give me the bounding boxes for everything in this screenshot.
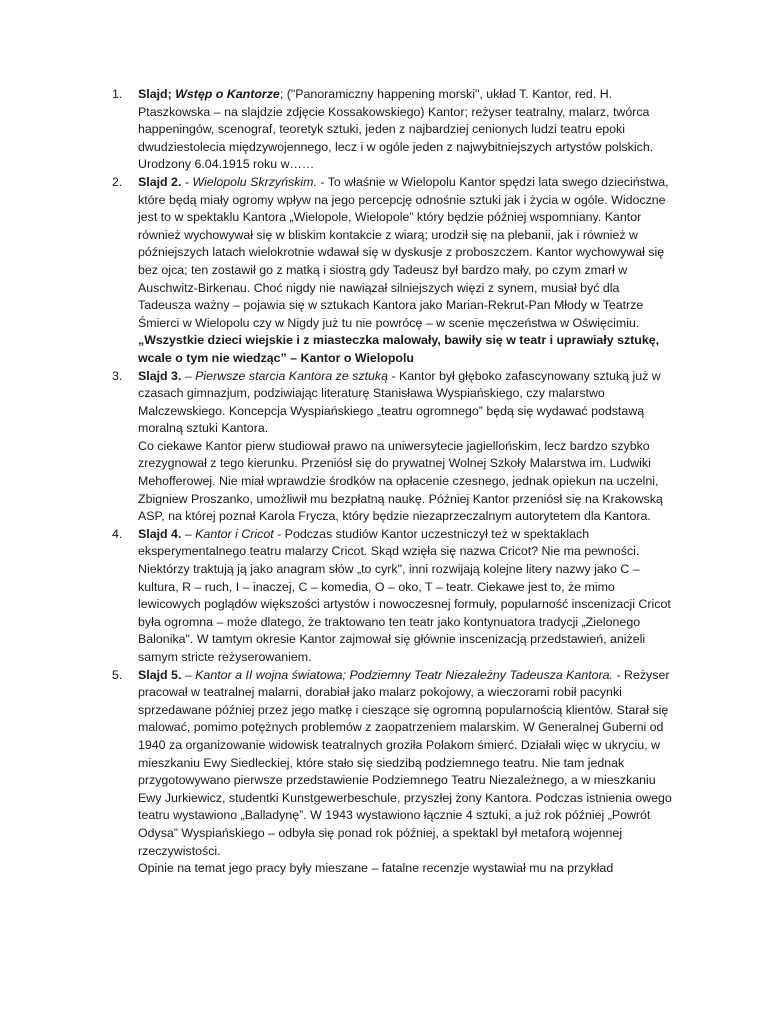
- item-text: - Kantor był głęboko zafascynowany sztuką już w czasach gimnazjum, podziwiając literaturę Stanisława Wyspiańskiego, czy malarstwo Malczewskiego. Koncepcja Wyspiańskiego „teatru ogromnego” będą się wydawać podstawą moralną sztuki Kantora.: [138, 368, 661, 436]
- item-subtitle: Wstęp o Kantorze: [175, 87, 280, 101]
- item-lead: Slajd 4.: [138, 526, 182, 541]
- list-item: [112, 368, 672, 526]
- item-text: ; ("Panoramiczny happening morski", układ T. Kantor, red. H. Ptaszkowska – na slajdzie zdjęcie Kossakowskiego) Kantor; reżyser teatralny, malarz, twórca happeningów, scenograf, teoretyk sztuki, jeden z najbardziej cenionych ludzi teatru epoki dwudziestolecia międzywojennego, lecz i w ogóle jeden z najwybitniejszych artystów polskich. Urodzony 6.04.1915 roku w……: [138, 87, 654, 172]
- item-subtitle: – Kantor a II wojna światowa; Podziemny Teatr Niezależny Tadeusza Kantora.: [181, 667, 614, 682]
- item-lead: Slajd 2.: [138, 174, 182, 189]
- list-item: [112, 667, 672, 878]
- item-number: 5.: [112, 667, 123, 682]
- item-paragraph: [138, 526, 672, 667]
- item-paragraph-2: Opinie na temat jego pracy były mieszane – fatalne recenzje wystawiał mu na przykład: [138, 861, 614, 876]
- item-quote: „Wszystkie dzieci wiejskie i z miasteczka malowały, bawiły się w teatr i uprawiały sztukę, wcale o tym nie wiedząc” – Kantor o Wielopolu: [138, 333, 660, 365]
- item-text: - Podczas studiów Kantor uczestniczył też w spektaklach eksperymentalnego teatru malarzy Cricot. Skąd wzięła się nazwa Cricot? Nie ma pewności. Niektórzy traktują ją jako anagram słów „to cyrk", inni rozwijają kolejne litery nazwy jako C – kultura, R – ruch, I – inaczej, C – komedia, O – oko, T – teatr. Ciekawe jest to, że mimo lewicowych poglądów większości artystów i nowoczesnej formuły, popularność inscenizacji Cricot była ogromna – może dlatego, że traktowano ten teatr jako kontynuatora tradycji „Zielonego Balonika". W tamtym okresie Kantor zajmował się głównie inscenizacją przedstawień, aniżeli samym stricte reżyserowaniem.: [138, 526, 671, 664]
- item-paragraph: [138, 368, 672, 438]
- item-number: 3.: [112, 368, 123, 383]
- item-number: 2.: [112, 174, 123, 189]
- item-text: - Reżyser pracował w teatralnej malarni, dorabiał jako malarz pokojowy, a wieczorami robił pacynki sprzedawane później przez jego matkę i cieszące się ogromną popularnością klientów. Starał się malować, pomimo potężnych problemów z zaopatrzeniem malarskim. W Generalnej Guberni od 1940 za organizowanie widowisk teatralnych groziła Polakom śmierć. Działali więc w ukryciu, w mieszkaniu Ewy Siedleckiej, które stało się siedzibą podziemnego teatru. Nie tam jednak przygotowywano pierwsze przedstawienie Podziemnego Teatru Niezależnego, a w mieszkaniu Ewy Jurkiewicz, studentki Kunstgewerbeschule, przyszłej żony Kantora. Podczas istnienia owego teatru wystawiono „Balladynę”. W 1943 wystawiono łącznie 4 sztuki, a już rok później „Powrót Odysa” Wyspiańskiego – odbyła się ponad rok później, a spektakl był metaforą wojennej rzeczywistości.: [138, 667, 672, 858]
- item-lead: Slajd 5.: [138, 667, 182, 682]
- item-number: 1.: [112, 87, 123, 101]
- item-text: - To właśnie w Wielopolu Kantor spędzi lata swego dzieciństwa, które będą miały ogromy wpływ na jego percepcję odnośnie sztuki jak i życia w ogóle. Widoczne jest to w spektaklu Kantora „Wielopole, Wielopole” który będzie później wspomniany. Kantor również wychowywał się w bliskim kontakcie z wiarą; urodził się na plebanii, jak i również w późniejszych latach wielokrotnie wdawał się w dyskusje z proboszczem. Kantor wychowywał się bez ojca; ten zostawił go z matką i siostrą gdy Tadeusz był bardzo mały, po czym zmarł w Auschwitz-Birkenau. Choć nigdy nie nawiązał silniejszych więzi z synem, musiał być dla Tadeusza ważny – pojawia się w sztukach Kantora jako Marian-Rekrut-Pan Młody w Teatrze Śmierci w Wielopolu czy w Nigdy już tu nie powrócę – w scenie męczeństwa w Oświęcimiu.: [138, 174, 669, 330]
- item-lead: Slajd 3.: [138, 368, 182, 383]
- item-subtitle: – Kantor i Cricot: [181, 526, 274, 541]
- item-paragraph: [138, 667, 672, 861]
- item-paragraph: [138, 86, 672, 174]
- item-subtitle: - Wielopolu Skrzyńskim.: [181, 174, 317, 189]
- list-item: [112, 526, 672, 667]
- item-paragraph: [138, 174, 672, 332]
- item-number: 4.: [112, 526, 123, 541]
- list-item: [112, 174, 672, 368]
- item-paragraph-2: Co ciekawe Kantor pierw studiował prawo na uniwersytecie jagiellońskim, lecz bardzo szybko zrezygnował z tego kierunku. Przeniósł się do prywatnej Wolnej Szkoły Malarstwa im. Ludwiki Mehofferowej. Nie miał wprawdzie środków na opłacenie czesnego, jednak opiekun na uczelni, Zbigniew Proszanko, umożliwił mu bezpłatną naukę. Później Kantor przeniósł się na Krakowską ASP, na której poznał Karola Frycza, który będzie niezaprzeczalnym autorytetem dla Kantora.: [138, 438, 663, 524]
- item-subtitle: – Pierwsze starcia Kantora ze sztuką: [181, 368, 388, 383]
- slide-notes-list: [112, 86, 672, 878]
- item-lead: Slajd;: [138, 87, 176, 101]
- list-item: [112, 86, 672, 174]
